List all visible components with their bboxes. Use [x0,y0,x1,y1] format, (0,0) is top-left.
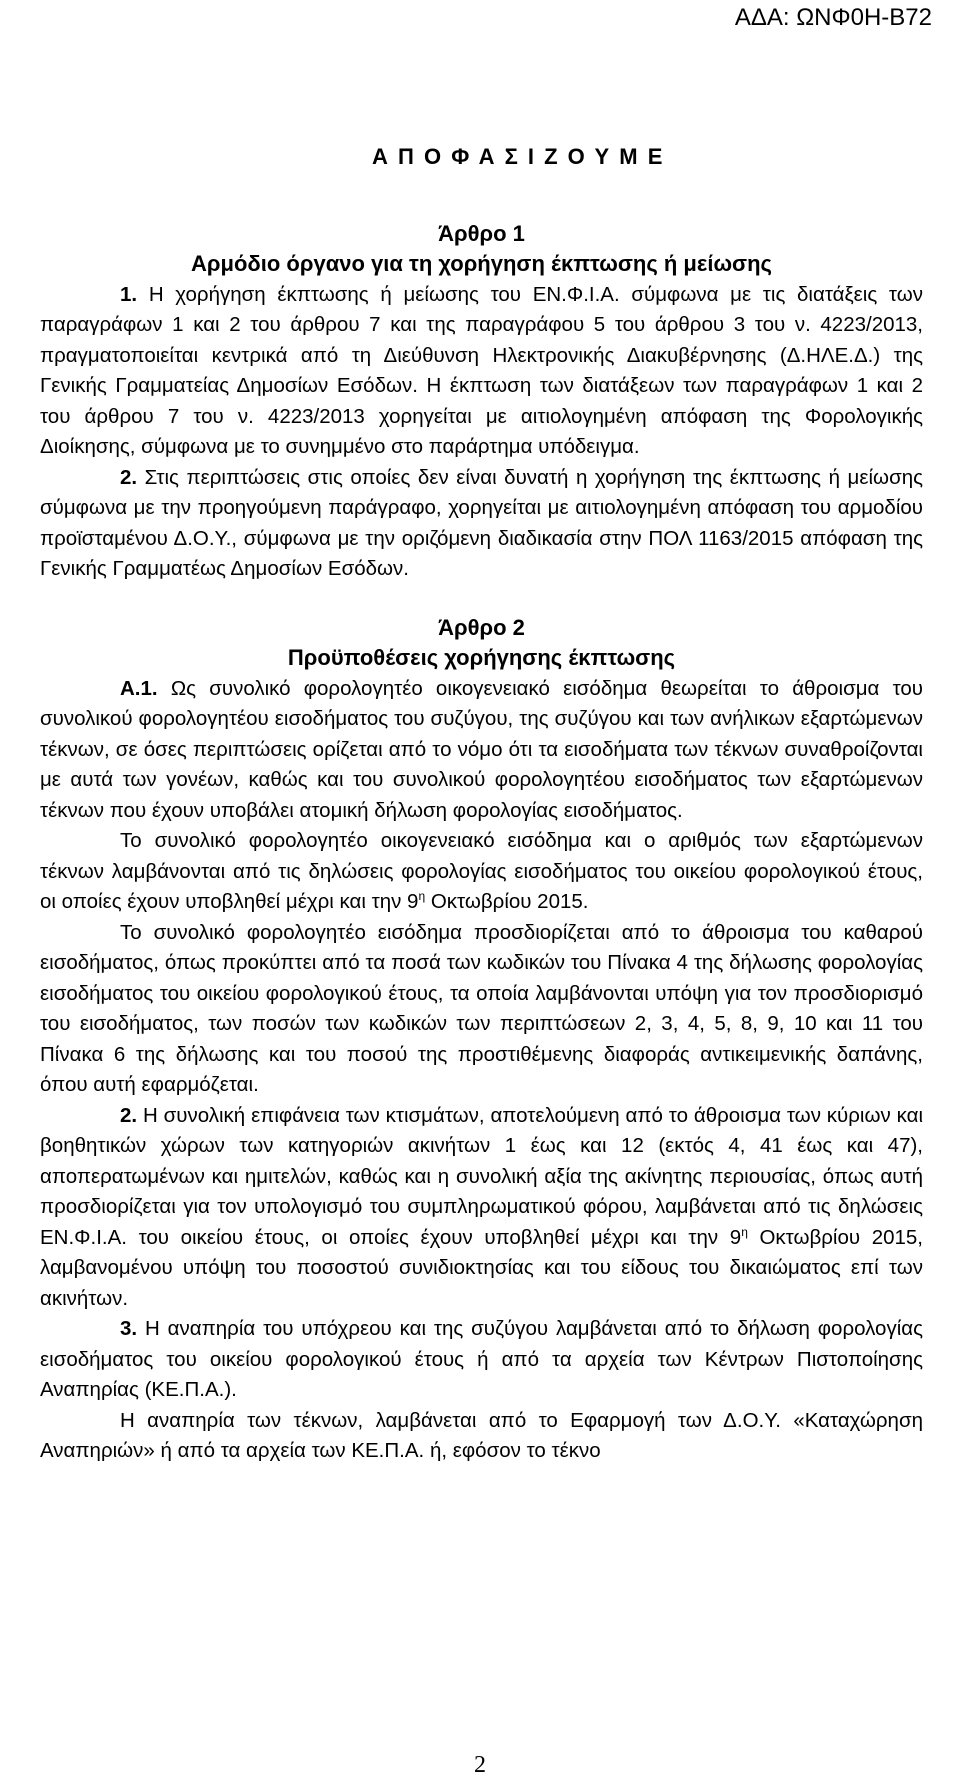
document-body [40,142,923,1467]
paragraph-text: Οκτωβρίου 2015. [425,890,589,913]
decision-title: Α Π Ο Φ Α Σ Ι Ζ Ο Υ Μ Ε [372,144,665,169]
article-2-paragraph-a1-3 [40,918,923,1101]
superscript: η [418,889,426,904]
paragraph-text: Η χορήγηση έκπτωσης ή μείωσης του ΕΝ.Φ.Ι.Α. σύμφωνα με τις διατάξεις των παραγράφων 1 και 2 του άρθρου 7 και της παραγράφου 5 του άρθρου 3 του ν. 4223/2013, πραγματοποιείται κεντρικά από τη Διεύθυνση Ηλεκτρονικής Διακυβέρνησης (Δ.ΗΛΕ.Δ.) της Γενικής Γραμματείας Δημοσίων Εσόδων. Η έκπτωση των διατάξεων των παραγράφων 1 και 2 του άρθρου 7 του ν. 4223/2013 χορηγείται με αιτιολογημένη απόφαση της Φορολογικής Διοίκησης, σύμφωνα με το συνημμένο στο παράρτημα υπόδειγμα. [40,282,923,458]
paragraph-text: Οκτωβρίου 2015, λαμβανομένου υπόψη του ποσοστού συνιδιοκτησίας και του είδους του δικαιώματος επί των ακινήτων. [40,1225,923,1310]
article-2-paragraph-a1-2 [40,826,923,918]
article-2-paragraph-3 [40,1314,923,1406]
paragraph-text: Το συνολικό φορολογητέο οικογενειακό εισόδημα και ο αριθμός των εξαρτώμενων τέκνων λαμβάνονται από τις δηλώσεις φορολογίας εισοδήματος του οικείου φορολογικού έτους, οι οποίες έχουν υποβληθεί μέχρι και την 9 [40,829,923,913]
paragraph-text: Το συνολικό φορολογητέο εισόδημα προσδιορίζεται από το άθροισμα του καθαρού εισοδήματος, όπως προκύπτει από τα ποσά των κωδικών του Πίνακα 4 της δήλωσης φορολογίας εισοδήματος του οικείου φορολογικού έτους, τα οποία λαμβάνονται υπόψη για τον προσδιορισμό του εισοδήματος, των ποσών των κωδικών των περιπτώσεων 2, 3, 4, 5, 8, 9, 10 και 11 του Πίνακα 6 της δήλωσης και του ποσού της προστιθέμενης διαφοράς αντικειμενικής δαπάνης, όπου αυτή εφαρμόζεται. [40,920,923,1096]
paragraph-number: Α.1. [120,676,158,700]
article-1-heading: Άρθρο 1 [438,220,525,246]
paragraph-number: 2. [120,1103,138,1127]
article-1-paragraph-1 [40,280,923,463]
paragraph-number: 3. [120,1317,138,1340]
paragraph-text: Ως συνολικό φορολογητέο οικογενειακό εισόδημα θεωρείται το άθροισμα του συνολικού φορολογητέου εισοδήματος του συζύγου, της συζύγου και των ανήλικων εξαρτώμενων τέκνων, σε όσες περιπτώσεις ορίζεται από το νόμο ότι τα εισοδήματα των τέκνων συναθροίζονται με αυτά των γονέων, καθώς και του συνολικού φορολογητέου εισοδήματος των εξαρτώμενων τέκνων που έχουν υποβάλει ατομική δήλωση φορολογίας εισοδήματος. [40,676,923,822]
superscript: η [741,1224,748,1239]
article-2-paragraph-a1 [40,674,923,827]
paragraph-text: Η αναπηρία των τέκνων, λαμβάνεται από το Εφαρμογή των Δ.Ο.Υ. «Καταχώρηση Αναπηριών» ή από τα αρχεία των ΚΕ.Π.Α. ή, εφόσον το τέκνο [40,1408,923,1462]
article-2-paragraph-3-2 [40,1406,923,1467]
page-number: 2 [474,1752,486,1778]
paragraph-number: 1. [120,282,138,306]
article-1-subheading: Αρμόδιο όργανο για τη χορήγηση έκπτωσης ή μείωσης [191,251,772,276]
paragraph-text: Η αναπηρία του υπόχρεου και της συζύγου λαμβάνεται από το δήλωση φορολογίας εισοδήματος του οικείου φορολογικού έτους ή από τα αρχεία των Κέντρων Πιστοποίησης Αναπηρίας (ΚΕ.Π.Α.). [40,1317,923,1401]
paragraph-text: Η συνολική επιφάνεια των κτισμάτων, αποτελούμενη από το άθροισμα των κύριων και βοηθητικών χώρων των κατηγοριών ακινήτων 1 έως και 12 (εκτός 4, 41 έως και 47), αποπερατωμένων και ημιτελών, καθώς και η συνολική αξία της ακίνητης περιουσίας, όπως αυτή προσδιορίζεται για τον υπολογισμό του συμπληρωματικού φόρου, λαμβάνεται από τις δηλώσεις ΕΝ.Φ.Ι.Α. του οικείου έτους, οι οποίες έχουν υποβληθεί μέχρι και την 9 [40,1103,923,1249]
article-2-heading: Άρθρο 2 [438,614,525,640]
article-2-paragraph-2 [40,1101,923,1315]
article-2-subheading: Προϋποθέσεις χορήγησης έκπτωσης [287,645,676,670]
paragraph-text: Στις περιπτώσεις στις οποίες δεν είναι δυνατή η χορήγηση της έκπτωσης ή μείωσης σύμφωνα με την προηγούμενη παράγραφο, χορηγείται με αιτιολογημένη απόφαση του αρμοδίου προϊσταμένου Δ.Ο.Υ., σύμφωνα με την οριζόμενη διαδικασία στην ΠΟΛ 1163/2015 απόφαση της Γενικής Γραμματέως Δημοσίων Εσόδων. [40,465,923,580]
paragraph-number: 2. [120,465,138,489]
article-1-paragraph-2 [40,463,923,585]
ada-code: ΑΔΑ: ΩΝΦ0Η-Β72 [734,4,932,31]
